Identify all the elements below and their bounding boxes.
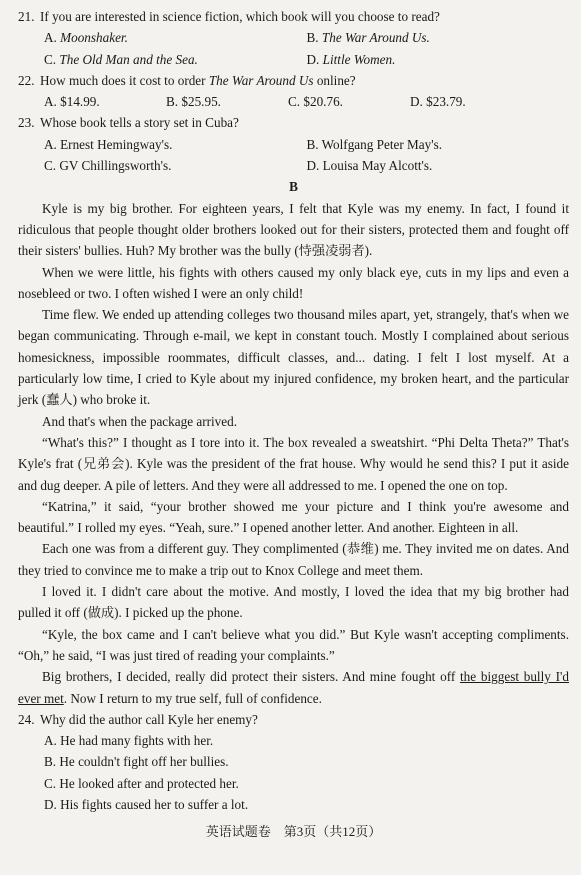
option-c[interactable]: C. He looked after and protected her. bbox=[44, 775, 239, 791]
options-row bbox=[18, 49, 569, 70]
options-row bbox=[18, 134, 569, 155]
option-d[interactable]: D. $23.79. bbox=[410, 94, 466, 110]
passage-paragraph: Each one was from a different guy. They complimented (恭维) me. They invited me on dates. And they tried to convince me to make a trip out to Knox College and meet them. bbox=[18, 541, 569, 578]
option-a[interactable]: A. He had many fights with her. bbox=[44, 733, 214, 749]
option-d[interactable]: D. Louisa May Alcott's. bbox=[306, 158, 433, 174]
page-footer: 英语试题卷 第3页（共12页） bbox=[205, 824, 382, 840]
question-24 bbox=[18, 709, 569, 730]
options-row bbox=[18, 155, 569, 176]
option-a[interactable]: A. $14.99. bbox=[44, 94, 100, 110]
option-c[interactable]: C. The Old Man and the Sea. bbox=[44, 51, 198, 67]
passage-paragraph: I loved it. I didn't care about the motive. And mostly, I loved the idea that my big brother had pulled it off (做成). I picked up the phone. bbox=[18, 584, 569, 621]
question-23 bbox=[18, 112, 569, 133]
question-text: If you are interested in science fiction, which book will you choose to read? bbox=[40, 9, 440, 24]
passage-paragraph: Kyle is my big brother. For eighteen years, I felt that Kyle was my enemy. In fact, I found it ridiculous that people thought older brothers looked out for their sisters, protected them and fought off their sisters' bullies. Huh? My brother was the bully (恃强凌弱者). bbox=[18, 200, 569, 259]
question-number: 24. bbox=[18, 711, 35, 727]
option-a[interactable]: A. Ernest Hemingway's. bbox=[44, 136, 173, 152]
options-row bbox=[18, 91, 569, 112]
question-text: Why did the author call Kyle her enemy? bbox=[40, 711, 258, 727]
question-number: 21. bbox=[18, 9, 35, 24]
question-text: Whose book tells a story set in Cuba? bbox=[40, 115, 239, 131]
option-b[interactable]: B. The War Around Us. bbox=[306, 30, 430, 46]
question-text: How much does it cost to order The War Around Us online? bbox=[40, 72, 356, 88]
option-d[interactable]: D. His fights caused her to suffer a lot. bbox=[44, 796, 249, 812]
question-number: 23. bbox=[18, 115, 35, 131]
passage-paragraph: “What's this?” I thought as I tore into it. The box revealed a sweatshirt. “Phi Delta Theta?” That's Kyle's frat (兄弟会). Kyle was the president of the frat house. Why would he send this? I put it aside and dug deeper. A pile of letters. And they were all addressed to me. I opened the one on top. bbox=[18, 434, 569, 493]
option-b[interactable]: B. Wolfgang Peter May's. bbox=[306, 136, 442, 152]
option-b[interactable]: B. He couldn't fight off her bullies. bbox=[44, 754, 229, 770]
question-22 bbox=[18, 70, 569, 91]
option-d[interactable]: D. Little Women. bbox=[306, 51, 396, 67]
passage-paragraph: When we were little, his fights with others caused my only black eye, cuts in my lips and even a nosebleed or two. I often wished I were an only child! bbox=[18, 264, 569, 301]
section-heading: B bbox=[289, 179, 298, 195]
passage-paragraph: “Katrina,” it said, “your brother showed me your picture and I think you're awesome and beautiful.” I rolled my eyes. “Yeah, sure.” I opened another letter. And another. Eighteen in all. bbox=[18, 498, 569, 536]
option-a[interactable]: A. Moonshaker. bbox=[44, 30, 128, 46]
option-c[interactable]: C. $20.76. bbox=[288, 94, 343, 110]
underlined-phrase: the biggest bully I'd ever met bbox=[18, 669, 569, 706]
passage-paragraph: Time flew. We ended up attending colleges two thousand miles apart, yet, strangely, that's when we began communicating. Through e-mail, we kept in constant touch. Mostly I complained about serious homesickness, impossible roommates, difficult classes, and... dating. I felt I lost myself. At a particularly low time, I cried to Kyle about my injured confidence, my broken heart, and the particular jerk (蠢人) who broke it. bbox=[18, 307, 569, 408]
option-c[interactable]: C. GV Chillingsworth's. bbox=[44, 158, 172, 174]
passage-paragraph: “Kyle, the box came and I can't believe what you did.” But Kyle wasn't accepting compliments. “Oh,” he said, “I was just tired of reading your complaints.” bbox=[18, 626, 569, 663]
passage-paragraph: And that's when the package arrived. bbox=[42, 413, 237, 429]
question-number: 22. bbox=[18, 72, 35, 88]
options-row bbox=[18, 27, 569, 48]
passage-paragraph: Big brothers, I decided, really did protect their sisters. And mine fought off the biggest bully I'd ever met. Now I return to my true self, full of confidence. bbox=[18, 669, 569, 706]
question-21 bbox=[18, 6, 569, 27]
option-b[interactable]: B. $25.95. bbox=[166, 94, 221, 110]
